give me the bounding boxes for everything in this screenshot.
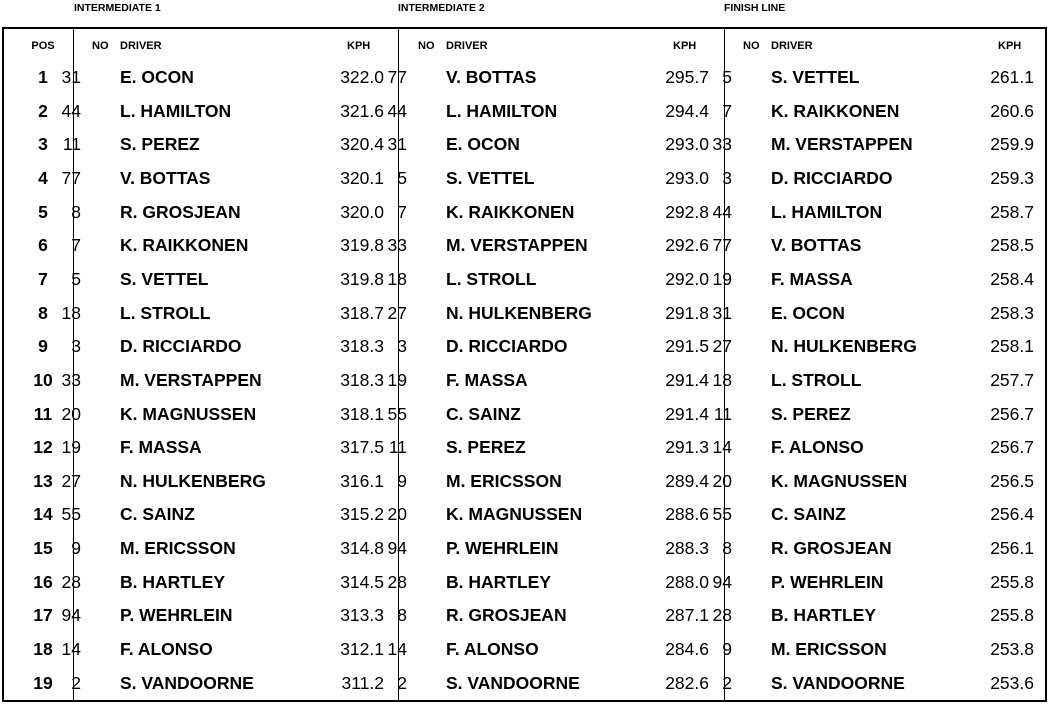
driver-name: F. ALONSO [446,639,539,659]
driver-name: L. STROLL [446,269,537,289]
car-number: 27 [387,303,407,323]
position-number: 4 [38,168,48,188]
car-number: 33 [712,134,732,154]
driver-name: C. SAINZ [120,504,195,524]
speed-kph: 319.8 [340,235,384,255]
speed-kph: 261.1 [990,67,1034,87]
speed-kph: 288.3 [665,538,709,558]
driver-name: B. HARTLEY [771,605,876,625]
position-number: 2 [38,101,48,121]
speed-kph: 291.3 [665,437,709,457]
driver-name: S. PEREZ [446,437,526,457]
position-number: 18 [33,639,53,659]
speed-kph: 288.6 [665,504,709,524]
car-number: 31 [387,134,407,154]
driver-name: M. ERICSSON [120,538,236,558]
header-driver: DRIVER [446,40,488,52]
car-number: 28 [387,572,407,592]
header-driver: DRIVER [120,40,162,52]
position-number: 8 [38,303,48,323]
car-number: 5 [722,67,732,87]
driver-name: S. VANDOORNE [771,673,905,693]
speed-kph: 282.6 [665,673,709,693]
header-kph: KPH [347,40,371,52]
car-number: 33 [61,370,81,390]
driver-name: M. VERSTAPPEN [120,370,262,390]
driver-name: M. VERSTAPPEN [771,134,913,154]
speed-kph: 253.6 [990,673,1034,693]
car-number: 20 [61,404,81,424]
car-number: 55 [387,404,407,424]
driver-name: N. HULKENBERG [120,471,266,491]
car-number: 5 [397,168,407,188]
speed-kph: 318.1 [340,404,384,424]
speed-kph: 320.0 [340,202,384,222]
car-number: 27 [712,336,732,356]
driver-name: S. VETTEL [120,269,209,289]
car-number: 31 [712,303,732,323]
position-number: 7 [38,269,48,289]
car-number: 9 [722,639,732,659]
driver-name: F. ALONSO [771,437,864,457]
section-title-finish-line: FINISH LINE [724,2,786,14]
section-title-intermediate-2: INTERMEDIATE 2 [398,2,485,14]
car-number: 18 [712,370,732,390]
position-number: 11 [33,404,53,424]
speed-kph: 288.0 [665,572,709,592]
driver-name: R. GROSJEAN [771,538,892,558]
speed-kph: 320.4 [340,134,384,154]
driver-name: L. HAMILTON [771,202,883,222]
speed-kph: 318.3 [340,336,384,356]
speed-kph: 256.7 [990,437,1034,457]
speed-kph: 295.7 [665,67,709,87]
speed-kph: 317.5 [340,437,384,457]
speed-kph: 312.1 [340,639,384,659]
speed-kph: 258.1 [990,336,1034,356]
car-number: 9 [71,538,81,558]
driver-name: K. MAGNUSSEN [446,504,583,524]
driver-name: N. HULKENBERG [771,336,917,356]
driver-name: C. SAINZ [446,404,521,424]
speed-kph: 258.5 [990,235,1034,255]
speed-kph: 284.6 [665,639,709,659]
driver-name: S. VETTEL [771,67,860,87]
speed-kph: 260.6 [990,101,1034,121]
driver-name: D. RICCIARDO [120,336,242,356]
driver-name: S. VANDOORNE [120,673,254,693]
car-number: 27 [61,471,81,491]
car-number: 8 [397,605,407,625]
speed-kph: 294.4 [665,101,709,121]
driver-name: L. HAMILTON [446,101,558,121]
speed-kph: 319.8 [340,269,384,289]
car-number: 19 [61,437,81,457]
car-number: 8 [722,538,732,558]
speed-kph: 256.1 [990,538,1034,558]
car-number: 19 [712,269,732,289]
speed-kph: 255.8 [990,572,1034,592]
car-number: 9 [397,471,407,491]
driver-name: F. ALONSO [120,639,213,659]
speed-kph: 318.3 [340,370,384,390]
speed-kph: 256.4 [990,504,1034,524]
speed-kph: 253.8 [990,639,1034,659]
car-number: 5 [71,269,81,289]
driver-name: E. OCON [771,303,845,323]
car-number: 7 [722,101,732,121]
speed-kph: 258.4 [990,269,1034,289]
position-number: 13 [33,471,53,491]
driver-name: K. RAIKKONEN [771,101,900,121]
driver-name: R. GROSJEAN [120,202,241,222]
car-number: 7 [397,202,407,222]
car-number: 8 [71,202,81,222]
speed-kph: 292.0 [665,269,709,289]
car-number: 77 [712,235,732,255]
car-number: 19 [387,370,407,390]
driver-name: F. MASSA [771,269,853,289]
position-number: 19 [33,673,53,693]
header-no: NO [418,40,435,52]
car-number: 2 [71,673,81,693]
driver-name: S. VETTEL [446,168,535,188]
driver-name: V. BOTTAS [120,168,211,188]
driver-name: L. HAMILTON [120,101,232,121]
car-number: 55 [712,504,732,524]
header-no: NO [92,40,109,52]
speed-kph: 316.1 [340,471,384,491]
car-number: 11 [713,404,732,424]
driver-name: M. ERICSSON [771,639,887,659]
speed-kph: 320.1 [340,168,384,188]
driver-name: E. OCON [446,134,520,154]
driver-name: F. MASSA [120,437,202,457]
speed-kph: 258.7 [990,202,1034,222]
speed-kph: 291.8 [665,303,709,323]
car-number: 31 [61,67,81,87]
speed-kph: 255.8 [990,605,1034,625]
header-driver: DRIVER [771,40,813,52]
car-number: 33 [387,235,407,255]
header-no: NO [743,40,760,52]
car-number: 3 [722,168,732,188]
car-number: 11 [388,437,407,457]
driver-name: L. STROLL [120,303,211,323]
driver-name: S. PEREZ [120,134,200,154]
speed-kph: 321.6 [340,101,384,121]
car-number: 94 [387,538,407,558]
car-number: 18 [387,269,407,289]
speed-kph: 259.9 [990,134,1034,154]
driver-name: B. HARTLEY [446,572,551,592]
driver-name: F. MASSA [446,370,528,390]
car-number: 7 [71,235,81,255]
driver-name: S. PEREZ [771,404,851,424]
position-number: 1 [38,67,48,87]
driver-name: C. SAINZ [771,504,846,524]
car-number: 2 [397,673,407,693]
driver-name: K. MAGNUSSEN [771,471,908,491]
car-number: 2 [722,673,732,693]
speed-trap-table [2,27,1047,702]
driver-name: V. BOTTAS [446,67,537,87]
position-number: 3 [38,134,48,154]
car-number: 44 [61,101,81,121]
position-number: 15 [33,538,53,558]
speed-kph: 314.5 [340,572,384,592]
car-number: 44 [712,202,732,222]
speed-kph: 289.4 [665,471,709,491]
position-number: 16 [33,572,53,592]
speed-kph: 259.3 [990,168,1034,188]
speed-kph: 311.2 [341,673,384,693]
driver-name: L. STROLL [771,370,862,390]
speed-kph: 292.6 [665,235,709,255]
speed-kph: 313.3 [340,605,384,625]
position-number: 6 [38,235,48,255]
car-number: 77 [387,67,407,87]
column-divider [73,29,74,700]
driver-name: D. RICCIARDO [446,336,568,356]
speed-kph: 291.5 [665,336,709,356]
car-number: 3 [397,336,407,356]
speed-kph: 318.7 [340,303,384,323]
driver-name: M. ERICSSON [446,471,562,491]
position-number: 9 [38,336,48,356]
section-title-intermediate-1: INTERMEDIATE 1 [74,2,161,14]
driver-name: K. MAGNUSSEN [120,404,257,424]
speed-kph: 287.1 [665,605,709,625]
speed-kph: 256.7 [990,404,1034,424]
position-number: 14 [33,504,53,524]
header-kph: KPH [998,40,1022,52]
car-number: 94 [712,572,732,592]
car-number: 3 [71,336,81,356]
speed-kph: 291.4 [665,404,709,424]
car-number: 77 [61,168,81,188]
driver-name: K. RAIKKONEN [120,235,249,255]
position-number: 12 [33,437,53,457]
car-number: 20 [387,504,407,524]
driver-name: P. WEHRLEIN [771,572,884,592]
car-number: 94 [61,605,81,625]
car-number: 11 [62,134,81,154]
header-kph: KPH [673,40,697,52]
car-number: 28 [712,605,732,625]
position-number: 10 [33,370,53,390]
driver-name: P. WEHRLEIN [120,605,233,625]
speed-kph: 257.7 [990,370,1034,390]
driver-name: N. HULKENBERG [446,303,592,323]
speed-kph: 291.4 [665,370,709,390]
speed-kph: 322.0 [340,67,384,87]
column-divider [724,29,725,700]
car-number: 14 [712,437,732,457]
driver-name: V. BOTTAS [771,235,862,255]
driver-name: E. OCON [120,67,194,87]
driver-name: D. RICCIARDO [771,168,893,188]
car-number: 28 [61,572,81,592]
driver-name: M. VERSTAPPEN [446,235,588,255]
speed-kph: 293.0 [665,168,709,188]
position-number: 17 [33,605,53,625]
car-number: 14 [387,639,407,659]
speed-kph: 258.3 [990,303,1034,323]
speed-kph: 293.0 [665,134,709,154]
speed-kph: 292.8 [665,202,709,222]
driver-name: K. RAIKKONEN [446,202,575,222]
speed-kph: 256.5 [990,471,1034,491]
car-number: 44 [387,101,407,121]
speed-kph: 314.8 [340,538,384,558]
position-number: 5 [38,202,48,222]
car-number: 20 [712,471,732,491]
car-number: 55 [61,504,81,524]
speed-kph: 315.2 [340,504,384,524]
driver-name: B. HARTLEY [120,572,225,592]
driver-name: R. GROSJEAN [446,605,567,625]
driver-name: S. VANDOORNE [446,673,580,693]
column-divider [398,29,399,700]
header-pos: POS [31,40,55,52]
car-number: 18 [61,303,81,323]
car-number: 14 [61,639,81,659]
driver-name: P. WEHRLEIN [446,538,559,558]
